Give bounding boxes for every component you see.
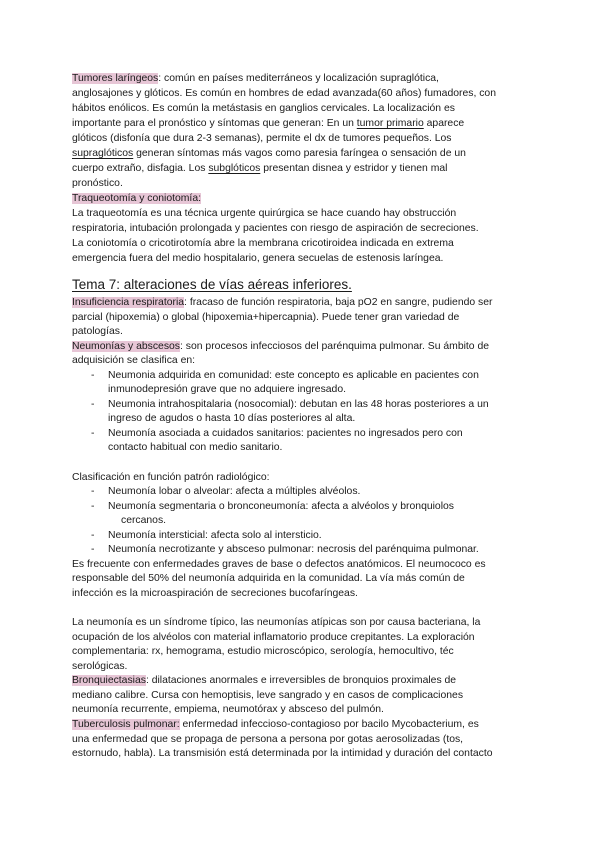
- list-bullet: -: [91, 428, 95, 439]
- sindrome-line-3: complementaria: rx, hemograma, estudio microscópico, serología, hemocultivo, téc: [72, 646, 454, 657]
- tumores-line-3: hábitos enólicos. Es común la metástasis en ganglios cervicales. La localización es: [72, 103, 455, 114]
- bronq-term: Bronquiectasias: [72, 675, 146, 686]
- sindrome-line-1: La neumonía es un síndrome típico, las neumonías atípicas son por causa bacteriana, la: [72, 617, 481, 628]
- list-bullet: -: [91, 486, 95, 497]
- bronq-line-1: Bronquiectasias: dilataciones anormales e irreversibles de bronquios proximales de: [72, 675, 457, 686]
- traqueo-line-1: La traqueotomía es una técnica urgente quirúrgica se hace cuando hay obstrucción: [72, 208, 457, 219]
- tbc-term: Tuberculosis pulmonar:: [72, 719, 180, 730]
- tumores-line-2: anglosajones y glóticos. Es común en hombres de edad avanzada(60 años) fumadores, con: [72, 88, 496, 99]
- clasif-para-line-1: Es frecuente con enfermedades graves de base o defectos anatómicos. El neumococo es: [72, 559, 486, 570]
- list-bullet: -: [91, 501, 95, 512]
- traqueo-line-4: emergencia fuera del medio hospitalario, genera secuelas de estenosis laríngea.: [72, 253, 444, 264]
- clasif-heading: Clasificación en función patrón radiológico:: [72, 472, 270, 483]
- list-bullet: -: [91, 370, 95, 381]
- section-title-tema7: Tema 7: alteraciones de vías aéreas inferiores.: [72, 277, 352, 292]
- tbc-line-1: Tuberculosis pulmonar: enfermedad infeccioso-contagioso por bacilo Mycobacterium, es: [72, 719, 479, 730]
- insuf-line-2: parcial (hipoxemia) o global (hipoxemia+hipercapnia). Puede tener gran variedad de: [72, 312, 460, 323]
- tumores-line-5: glóticos (disfonía que dura 2-3 semanas), permite el dx de tumores pequeños. Los: [72, 133, 452, 144]
- list-item: Neumonía intersticial: afecta solo al intersticio.: [108, 530, 322, 541]
- tbc-line-3: estornudo, habla). La transmisión está determinada por la intimidad y duración del contacto: [72, 748, 493, 759]
- neumonias-line-1: Neumonías y abscesos: son procesos infecciosos del parénquima pulmonar. Su ámbito de: [72, 341, 490, 352]
- insuf-line-1: Insuficiencia respiratoria: fracaso de función respiratoria, baja pO2 en sangre, pudiendo ser: [72, 297, 493, 308]
- tumores-term: Tumores laríngeos: [72, 73, 159, 84]
- traqueo-heading: Traqueotomía y coniotomía:: [72, 193, 201, 204]
- tumores-line-6: supraglóticos generan síntomas más vagos como paresia faríngea o sensación de un: [72, 148, 466, 159]
- sindrome-line-4: serológicas.: [72, 661, 128, 672]
- supragloticos-term: supraglóticos: [72, 148, 134, 159]
- tumores-line-1: Tumores laríngeos: común en países mediterráneos y localización supraglótica,: [72, 73, 439, 84]
- insuf-line-3: patologías.: [72, 326, 123, 337]
- tumores-line-8: pronóstico.: [72, 178, 123, 189]
- traqueo-line-3: La coniotomía o cricotirotomía abre la membrana cricotiroidea indicada en extrema: [72, 238, 454, 249]
- list-item: Neumonía segmentaria o bronconeumonía: afecta a alvéolos y bronquiolos: [108, 501, 454, 512]
- bronq-line-3: neumonía recurrente, empiema, neumotórax y absceso del pulmón.: [72, 704, 384, 715]
- list-bullet: -: [91, 544, 95, 555]
- list-item-cont: cercanos.: [121, 515, 167, 526]
- tbc-line-2: una enfermedad que se propaga de persona a persona por gotas aerosolizadas (tos,: [72, 734, 464, 745]
- list-item-cont: contacto habitual con medio sanitario.: [108, 442, 283, 453]
- bronq-line-2: mediano calibre. Cursa con hemoptisis, leve sangrado y en casos de complicaciones: [72, 690, 464, 701]
- neumonias-line-2: adquisición se clasifica en:: [72, 355, 196, 366]
- clasif-para-line-3: infección es la microaspiración de secreciones bucofaríngeas.: [72, 588, 358, 599]
- list-item-cont: inmunodepresión grave que no adquiere ingresado.: [108, 384, 347, 395]
- list-item-cont: ingreso de agudos o hasta 10 días posteriores al alta.: [108, 413, 356, 424]
- list-bullet: -: [91, 530, 95, 541]
- list-item: Neumonia intrahospitalaria (nosocomial): debutan en las 48 horas posteriores a un: [108, 399, 489, 410]
- tumores-line-7: cuerpo extraño, disfagia. Los subglóticos presentan disnea y estridor y tienen mal: [72, 163, 448, 174]
- list-item: Neumonía lobar o alveolar: afecta a múltiples alvéolos.: [108, 486, 361, 497]
- list-item: Neumonia adquirida en comunidad: este concepto es aplicable en pacientes con: [108, 370, 479, 381]
- subgloticos-term: subglóticos: [208, 163, 261, 174]
- tumores-line-4: importante para el pronóstico y síntomas que generan: En un tumor primario aparece: [72, 118, 465, 129]
- neumonias-term: Neumonías y abscesos: [72, 341, 181, 352]
- list-bullet: -: [91, 399, 95, 410]
- list-item: Neumonía asociada a cuidados sanitarios: pacientes no ingresados pero con: [108, 428, 463, 439]
- list-item: Neumonía necrotizante y absceso pulmonar: necrosis del parénquima pulmonar.: [108, 544, 479, 555]
- clasif-para-line-2: responsable del 50% del neumonía adquirida en la comunidad. La vía más común de: [72, 573, 465, 584]
- insuf-term: Insuficiencia respiratoria: [72, 297, 185, 308]
- sindrome-line-2: ocupación de los alvéolos con material inflamatorio produce crepitantes. La exploración: [72, 632, 475, 643]
- tumor-primario-term: tumor primario: [356, 118, 424, 129]
- traqueo-line-2: respiratoria, intubación prolongada y pacientes con riesgo de aspiración de secreciones.: [72, 223, 479, 234]
